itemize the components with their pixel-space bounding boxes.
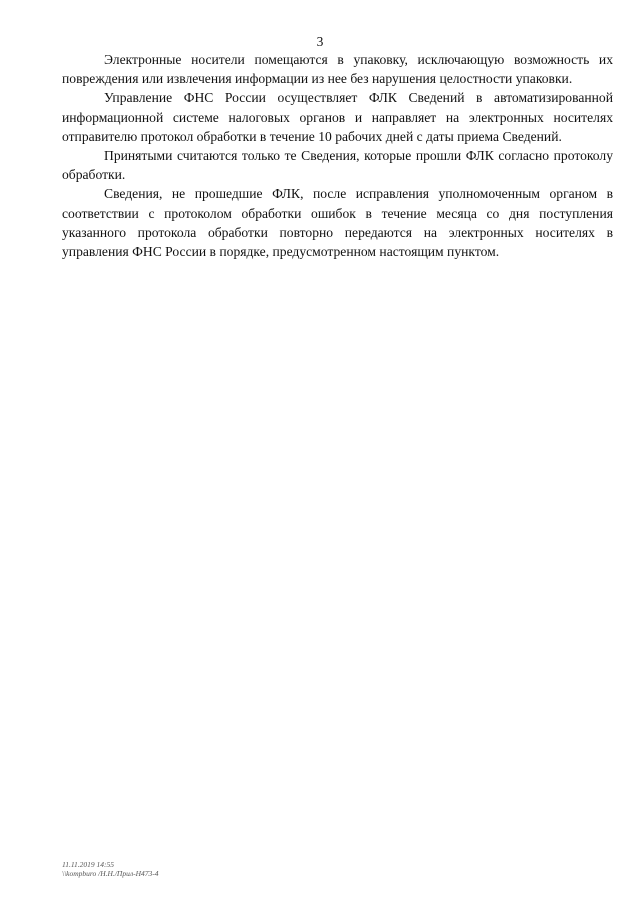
paragraph-resubmission: Сведения, не прошедшие ФЛК, после исправления уполномоченным органом в соответствии с протоколом обработки ошибок в течение месяца со дня поступления указанного протокола обработки повторно передаются на электронных носителях в управления ФНС России в порядке, предусмотренном настоящим пунктом.	[62, 186, 613, 260]
document-body	[62, 50, 613, 261]
paragraph-flk-processing: Управление ФНС России осуществляет ФЛК Сведений в автоматизированной информационной системе налоговых органов и направляет на электронных носителях отправителю протокол обработки в течение 10 рабочих дней с даты приема Сведений.	[62, 90, 613, 144]
paragraph-packaging: Электронные носители помещаются в упаковку, исключающую возможность их повреждения или извлечения информации из нее без нарушения целостности упаковки.	[62, 52, 613, 87]
document-footer	[62, 860, 159, 878]
page-number: 3	[316, 34, 324, 49]
paragraph-accepted: Принятыми считаются только те Сведения, которые прошли ФЛК согласно протоколу обработки.	[62, 148, 613, 183]
footer-timestamp: 11.11.2019 14:55	[62, 860, 115, 869]
footer-file-path: \\kompburo /Н.Н./Прил-Н473-4	[62, 869, 159, 878]
